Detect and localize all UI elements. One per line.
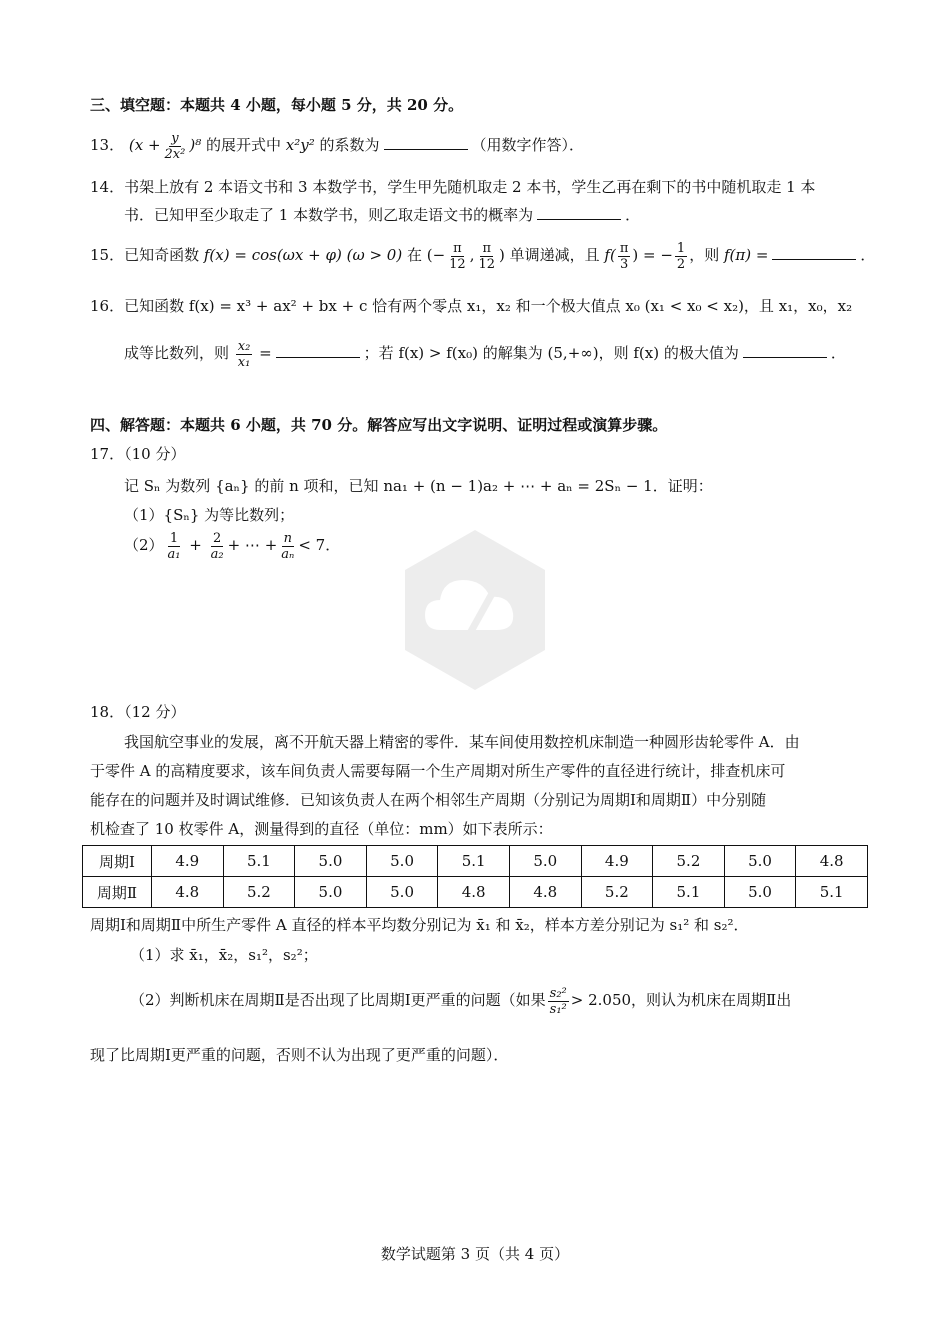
q13-text1: 的展开式中 xyxy=(201,136,286,154)
q15-text4: ) = − xyxy=(632,246,673,264)
question-14 xyxy=(90,177,815,197)
section4-heading: 四、解答题：本题共 6 小题，共 70 分。解答应写出文字说明、证明过程或演算步骤。 xyxy=(90,416,668,434)
q18-part2-line2: 现了比周期Ⅰ更严重的问题，否则不认为出现了更严重的问题）． xyxy=(90,1046,509,1064)
q17-frac-1-num: 1 xyxy=(169,530,179,546)
table-cell: 5.0 xyxy=(509,846,581,877)
table-cell: 5.0 xyxy=(724,846,796,877)
q17-frac-2-num: 2 xyxy=(212,530,222,546)
q15-text1: 已知奇函数 xyxy=(124,246,204,264)
table-cell: 5.1 xyxy=(438,846,510,877)
q15-text3: ) 单调递减，且 xyxy=(499,246,605,264)
q18-part1: （1）求 x̄₁，x̄₂，s₁²，s₂²； xyxy=(130,946,318,964)
q18-line5: 周期Ⅰ和周期Ⅱ中所生产零件 A 直径的样本平均数分别记为 x̄₁ 和 x̄₂，样本方差分别记为 s₁² 和 s₂²． xyxy=(90,916,749,934)
q13-expr-close: )⁸ xyxy=(189,136,202,154)
table-cell: 5.0 xyxy=(295,846,367,877)
q15-frac-3-den: 3 xyxy=(619,256,629,272)
q17-part1: （1）{Sₙ} 为等比数列； xyxy=(124,506,295,524)
q16-text-b: = xyxy=(254,344,272,362)
q18-line3: 能存在的问题并及时调试维修．已知该负责人在两个相邻生产周期（分别记为周期Ⅰ和周期Ⅱ）中分别随 xyxy=(90,791,767,809)
q16-end: ． xyxy=(830,344,846,362)
q14-line2-end: ． xyxy=(625,206,641,224)
q15-fpi: f(π) = xyxy=(723,246,769,264)
table-cell: 4.9 xyxy=(581,846,653,877)
q13-fraction xyxy=(163,131,188,162)
q15-frac-4-num: 1 xyxy=(676,240,686,256)
q15-frac-2-num: π xyxy=(482,240,492,256)
q16-line1: 已知函数 f(x) = x³ + ax² + bx + c 恰有两个零点 x₁，x₂ 和一个极大值点 x₀ (x₁ < x₀ < x₂)，且 x₁，x₀，x₂ xyxy=(124,297,853,315)
q17-part2-end: < 7． xyxy=(298,536,341,554)
q17-part2-label: （2） xyxy=(124,536,164,554)
row-label: 周期Ⅱ xyxy=(83,877,152,908)
q18-line2: 于零件 A 的高精度要求，该车间负责人需要每隔一个生产周期对所生产零件的直径进行统计，排查机床可 xyxy=(90,762,786,780)
q14-line2: 书．已知甲至少取走了 1 本数学书，则乙取走语文书的概率为 xyxy=(124,206,534,224)
q18-ratio-fraction xyxy=(548,986,569,1017)
q17-number: 17．（10 分） xyxy=(90,445,186,463)
q15-frac-2 xyxy=(476,241,497,272)
table-cell: 5.1 xyxy=(223,846,295,877)
q16-answer-blank-2[interactable] xyxy=(743,343,827,358)
q17-line1: 记 Sₙ 为数列 {aₙ} 的前 n 项和，已知 na₁ + (n − 1)a₂ + ⋯ + aₙ = 2Sₙ − 1．证明： xyxy=(124,477,713,495)
q18-ratio-num: s₂² xyxy=(549,985,567,1001)
q15-comma: , xyxy=(469,246,475,264)
table-cell: 5.1 xyxy=(653,877,725,908)
question-16 xyxy=(90,296,852,316)
table-cell: 5.0 xyxy=(366,846,438,877)
q15-fval: f( xyxy=(604,246,616,264)
q17-frac-3-den: aₙ xyxy=(281,546,295,562)
q18-line4: 机检查了 10 枚零件 A，测量得到的直径（单位：mm）如下表所示： xyxy=(90,820,553,838)
watermark-logo-icon xyxy=(395,525,555,695)
table-row-period-1 xyxy=(83,846,868,877)
q14-answer-blank[interactable] xyxy=(537,205,621,220)
question-13 xyxy=(90,130,584,162)
q13-frac-num: y xyxy=(171,130,179,146)
q13-term: x²y² xyxy=(285,136,315,154)
q15-frac-2-den: 12 xyxy=(478,256,496,272)
question-15 xyxy=(90,238,875,272)
q17-frac-1-den: a₁ xyxy=(167,546,181,562)
q16-number: 16． xyxy=(90,297,125,315)
table-cell: 4.8 xyxy=(796,846,868,877)
q15-frac-1 xyxy=(447,241,468,272)
q17-frac-2 xyxy=(209,531,226,562)
q15-frac-1-num: π xyxy=(453,240,462,256)
q15-frac-4-den: 2 xyxy=(676,256,686,272)
q15-frac-4 xyxy=(675,241,687,272)
q15-text5: ，则 xyxy=(689,246,724,264)
q16-text-c: ；若 f(x) > f(x₀) 的解集为 (5,+∞)，则 f(x) 的极大值为 xyxy=(363,344,739,362)
q18-ratio-den: s₁² xyxy=(549,1001,567,1017)
q17-part2-mid: + ⋯ + xyxy=(227,536,278,554)
q17-frac-3-num: n xyxy=(283,530,292,546)
q18-number: 18．（12 分） xyxy=(90,703,186,721)
table-cell: 4.8 xyxy=(509,877,581,908)
section3-heading: 三、填空题：本题共 4 小题，每小题 5 分，共 20 分。 xyxy=(90,96,464,114)
q16-answer-blank-1[interactable] xyxy=(276,343,360,358)
q15-func: f(x) = cos(ωx + φ) (ω > 0) xyxy=(203,246,403,264)
q13-answer-blank[interactable] xyxy=(384,135,468,150)
q13-frac-den: 2x² xyxy=(164,146,186,162)
table-row-period-2 xyxy=(83,877,868,908)
q15-number: 15． xyxy=(90,246,125,264)
table-cell: 5.0 xyxy=(366,877,438,908)
row-label: 周期Ⅰ xyxy=(83,846,152,877)
q18-line1: 我国航空事业的发展，离不开航天器上精密的零件．某车间使用数控机床制造一种圆形齿轮零件 A．由 xyxy=(124,733,800,751)
q13-text2: 的系数为 xyxy=(314,136,380,154)
q14-number: 14． xyxy=(90,178,125,196)
question-14-line2 xyxy=(124,205,640,225)
q17-frac-1 xyxy=(166,531,183,562)
q15-frac-3-num: π xyxy=(619,240,629,256)
q15-frac-3 xyxy=(618,241,631,272)
table-cell: 5.2 xyxy=(581,877,653,908)
q18-part2 xyxy=(130,982,791,1018)
table-cell: 4.9 xyxy=(152,846,224,877)
table-cell: 4.8 xyxy=(152,877,224,908)
q17-frac-2-den: a₂ xyxy=(210,546,224,562)
table-cell: 5.0 xyxy=(295,877,367,908)
table-cell: 5.1 xyxy=(796,877,868,908)
table-cell: 4.8 xyxy=(438,877,510,908)
q15-answer-blank[interactable] xyxy=(772,245,856,260)
q17-frac-3 xyxy=(279,531,296,562)
q15-end: ． xyxy=(860,246,876,264)
q13-text3: （用数字作答）． xyxy=(471,136,585,154)
q13-number: 13． xyxy=(90,136,125,154)
q18-part2-a: （2）判断机床在周期Ⅱ是否出现了比周期Ⅰ更严重的问题（如果 xyxy=(130,991,546,1009)
q16-frac-num: x₂ xyxy=(237,338,251,354)
table-cell: 5.2 xyxy=(223,877,295,908)
q17-part2: （2） $\frac{1}{\text{a₁}}$ + $\frac{2}{\text{a₂}}$ + ⋯ + $\frac{n}{\text{aₙ}}$ < 7． xyxy=(124,530,341,562)
measurement-table xyxy=(82,845,868,908)
table-cell: 5.2 xyxy=(653,846,725,877)
q13-expr-open: (x + xyxy=(128,136,161,154)
q15-text2: 在 (− xyxy=(402,246,446,264)
q16-frac-den: x₁ xyxy=(237,354,251,370)
q14-line1: 书架上放有 2 本语文书和 3 本数学书，学生甲先随机取走 2 本书，学生乙再在剩下的书中随机取走 1 本 xyxy=(124,178,816,196)
page-footer: 数学试题第 3 页（共 4 页） xyxy=(380,1245,570,1263)
table-cell: 5.0 xyxy=(724,877,796,908)
q18-part2-b: > 2.050，则认为机床在周期Ⅱ出 xyxy=(570,991,792,1009)
q16-fraction xyxy=(236,339,253,370)
q15-frac-1-den: 12 xyxy=(449,256,466,272)
question-16-line2 xyxy=(124,336,846,370)
q16-text-a: 成等比数列，则 xyxy=(124,344,234,362)
